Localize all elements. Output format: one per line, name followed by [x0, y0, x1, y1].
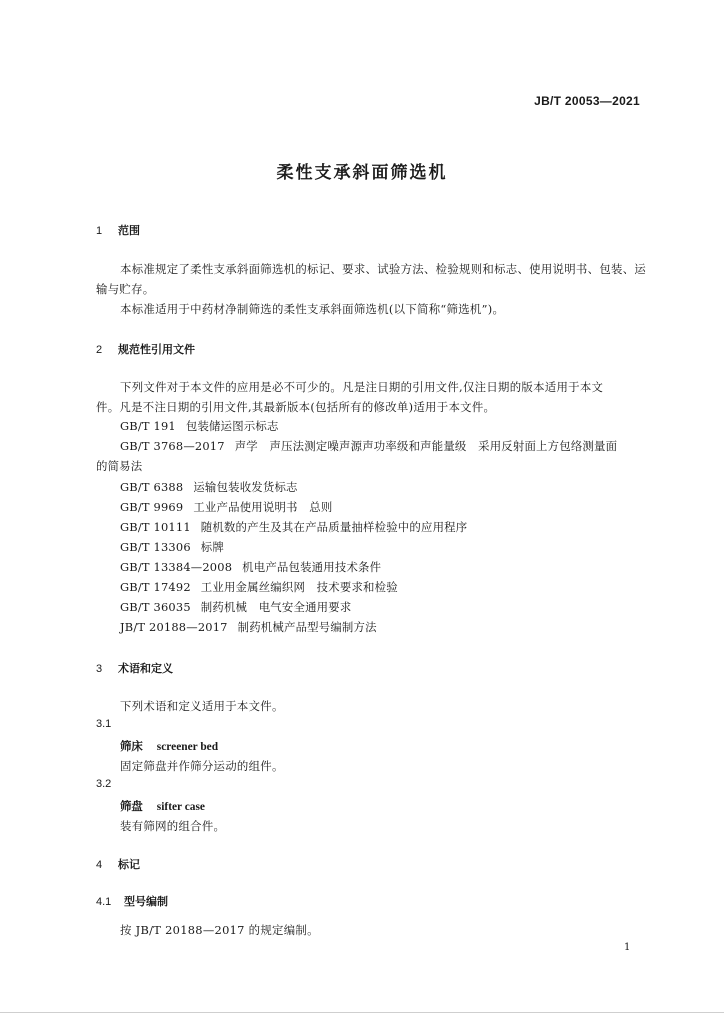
- reference-code: GB/T 10111: [120, 520, 191, 534]
- references-intro-line-2: 件。凡是不注日期的引用文件,其最新版本(包括所有的修改单)适用于本文件。: [96, 400, 496, 414]
- document-title: 柔性支承斜面筛选机: [276, 163, 448, 183]
- reference-title: 运输包装收发货标志: [193, 480, 298, 494]
- section-2-heading: [96, 341, 195, 357]
- term-entry: [120, 798, 205, 814]
- page-number: 1: [624, 942, 631, 953]
- reference-title: 工业产品使用说明书 总则: [193, 500, 333, 514]
- reference-item: [120, 619, 377, 635]
- section-title: 规范性引用文件: [118, 343, 195, 356]
- term-zh: 筛盘: [120, 799, 143, 813]
- scope-paragraph-2: 本标准适用于中药材净制筛选的柔性支承斜面筛选机(以下简称“筛选机”)。: [120, 302, 505, 316]
- reference-title: 机电产品包装通用技术条件: [242, 560, 382, 574]
- reference-item: [120, 579, 398, 595]
- section-3-heading: [96, 660, 173, 676]
- reference-item: [120, 539, 224, 555]
- reference-title: 工业用金属丝编织网 技术要求和检验: [200, 580, 398, 594]
- term-number: 3.1: [96, 718, 112, 730]
- section-title: 标记: [118, 858, 140, 871]
- reference-item-continuation: [96, 458, 142, 474]
- term-entry: [120, 738, 218, 754]
- page-bottom-rule: [0, 1012, 724, 1013]
- reference-item: [120, 438, 617, 454]
- reference-code: JB/T 20188—2017: [120, 620, 228, 634]
- scope-paragraph-line-2: 输与贮存。: [96, 282, 155, 296]
- reference-title: 制药机械产品型号编制方法: [237, 620, 377, 634]
- reference-title: 的简易法: [96, 459, 143, 473]
- section-number: 2: [96, 344, 103, 356]
- section-number: 4: [96, 859, 103, 871]
- reference-code: GB/T 17492: [120, 580, 191, 594]
- reference-item: [120, 479, 298, 495]
- term-number: 3.2: [96, 778, 112, 790]
- reference-item: [120, 499, 332, 515]
- reference-code: GB/T 6388: [120, 480, 184, 494]
- section-number: 3: [96, 663, 103, 675]
- term-en: sifter case: [156, 801, 205, 813]
- reference-title: 声学 声压法测定噪声源声功率级和声能量级 采用反射面上方包络测量面: [234, 439, 618, 453]
- subsection-4-1-heading: [96, 893, 168, 909]
- scope-paragraph-line-1: 本标准规定了柔性支承斜面筛选机的标记、要求、试验方法、检验规则和标志、使用说明书、包装、运: [120, 262, 647, 276]
- reference-item: [120, 559, 381, 575]
- section-title: 术语和定义: [118, 662, 173, 675]
- reference-code: GB/T 3768—2017: [120, 439, 225, 453]
- term-zh: 筛床: [120, 739, 143, 753]
- section-1-heading: [96, 222, 140, 238]
- subsection-4-1-text: 按 JB/T 20188—2017 的规定编制。: [120, 923, 319, 937]
- reference-code: GB/T 191: [120, 419, 176, 433]
- section-number: 1: [96, 225, 103, 237]
- term-definition: 装有筛网的组合件。: [120, 819, 226, 833]
- section-title: 范围: [118, 224, 140, 237]
- reference-title: 标牌: [200, 540, 224, 554]
- terms-intro: 下列术语和定义适用于本文件。: [120, 699, 284, 713]
- reference-title: 包装储运图示标志: [185, 419, 279, 433]
- subsection-title: 型号编制: [124, 895, 168, 908]
- reference-title: 制药机械 电气安全通用要求: [200, 600, 352, 614]
- reference-code: GB/T 13306: [120, 540, 191, 554]
- reference-item: [120, 519, 467, 535]
- reference-code: GB/T 36035: [120, 600, 191, 614]
- reference-title: 随机数的产生及其在产品质量抽样检验中的应用程序: [200, 520, 468, 534]
- standard-number: JB/T 20053—2021: [534, 94, 640, 108]
- term-definition: 固定筛盘并作筛分运动的组件。: [120, 759, 284, 773]
- reference-item: [120, 418, 279, 434]
- reference-item: [120, 599, 351, 615]
- subsection-number: 4.1: [96, 896, 112, 908]
- reference-code: GB/T 9969: [120, 500, 184, 514]
- term-en: screener bed: [156, 741, 219, 753]
- references-intro-line-1: 下列文件对于本文件的应用是必不可少的。凡是注日期的引用文件,仅注日期的版本适用于本文: [120, 380, 604, 394]
- reference-code: GB/T 13384—2008: [120, 560, 233, 574]
- section-4-heading: [96, 856, 140, 872]
